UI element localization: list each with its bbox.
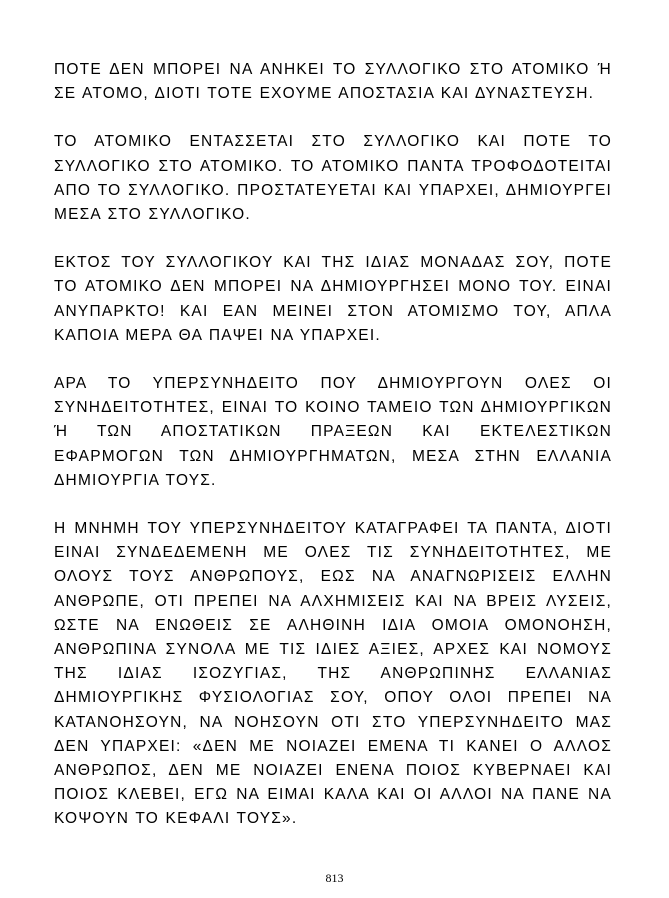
paragraph: ΤΟ ΑΤΟΜΙΚΟ ΕΝΤΑΣΣΕΤΑΙ ΣΤΟ ΣΥΛΛΟΓΙΚΟ ΚΑΙ ΠΟΤΕ ΤΟ ΣΥΛΛΟΓΙΚΟ ΣΤΟ ΑΤΟΜΙΚΟ. ΤΟ ΑΤΟΜΙΚΟ ΠΑΝΤΑ ΤΡΟΦΟΔΟΤΕΙΤΑΙ ΑΠΟ ΤΟ ΣΥΛΛΟΓΙΚΟ. ΠΡΟΣΤΑΤΕΥΕΤΑΙ ΚΑΙ ΥΠΑΡΧΕΙ, ΔΗΜΙΟΥΡΓΕΙ ΜΕΣΑ ΣΤΟ ΣΥΛΛΟΓΙΚΟ. <box>54 133 612 224</box>
paragraph: ΕΚΤΟΣ ΤΟΥ ΣΥΛΛΟΓΙΚΟΥ ΚΑΙ ΤΗΣ ΙΔΙΑΣ ΜΟΝΑΔΑΣ ΣΟΥ, ΠΟΤΕ ΤΟ ΑΤΟΜΙΚΟ ΔΕΝ ΜΠΟΡΕΙ ΝΑ ΔΗΜΙΟΥΡΓΗΣΕΙ ΜΟΝΟ ΤΟΥ. ΕΙΝΑΙ ΑΝΥΠΑΡΚΤΟ! ΚΑΙ ΕΑΝ ΜΕΙΝΕΙ ΣΤΟΝ ΑΤΟΜΙΣΜΟ ΤΟΥ, ΑΠΛΑ ΚΑΠΟΙΑ ΜΕΡΑ ΘΑ ΠΑΨΕΙ ΝΑ ΥΠΑΡΧΕΙ. <box>54 254 612 344</box>
paragraph: ΠΟΤΕ ΔΕΝ ΜΠΟΡΕΙ ΝΑ ΑΝΗΚΕΙ ΤΟ ΣΥΛΛΟΓΙΚΟ ΣΤΟ ΑΤΟΜΙΚΟ Ή ΣΕ ΑΤΟΜΟ, ΔΙΟΤΙ ΤΟΤΕ ΕΧΟΥΜΕ ΑΠΟΣΤΑΣΙΑ ΚΑΙ ΔΥΝΑΣΤΕΥΣΗ. <box>54 61 612 103</box>
paragraph: Η ΜΝΗΜΗ ΤΟΥ ΥΠΕΡΣΥΝΗΔΕΙΤΟΥ ΚΑΤΑΓΡΑΦΕΙ ΤΑ ΠΑΝΤΑ, ΔΙΟΤΙ ΕΙΝΑΙ ΣΥΝΔΕΔΕΜΕΝΗ ΜΕ ΟΛΕΣ ΤΙΣ ΣΥΝΗΔΕΙΤΟΤΗΤΕΣ, ΜΕ ΟΛΟΥΣ ΤΟΥΣ ΑΝΘΡΩΠΟΥΣ, ΕΩΣ ΝΑ ΑΝΑΓΝΩΡΙΣΕΙΣ ΕΛΛΗΝ ΑΝΘΡΩΠΕ, ΟΤΙ ΠΡΕΠΕΙ ΝΑ ΑΛΧΗΜΙΣΕΙΣ ΚΑΙ ΝΑ ΒΡΕΙΣ ΛΥΣΕΙΣ, ΩΣΤΕ ΝΑ ΕΝΩΘΕΙΣ ΣΕ ΑΛΗΘΙΝΗ ΙΔΙΑ ΟΜΟΙΑ ΟΜΟΝΟΗΣΗ, ΑΝΘΡΩΠΙΝΑ ΣΥΝΟΛΑ ΜΕ ΤΙΣ ΙΔΙΕΣ ΑΞΙΕΣ, ΑΡΧΕΣ ΚΑΙ ΝΟΜΟΥΣ ΤΗΣ ΙΔΙΑΣ ΙΣΟΖΥΓΙΑΣ, ΤΗΣ ΑΝΘΡΩΠΙΝΗΣ ΕΛΛΑΝΙΑΣ ΔΗΜΙΟΥΡΓΙΚΗΣ ΦΥΣΙΟΛΟΓΙΑΣ ΣΟΥ, ΟΠΟΥ ΟΛΟΙ ΠΡΕΠΕΙ ΝΑ ΚΑΤΑΝΟΗΣΟΥΝ, ΝΑ ΝΟΗΣΟΥΝ ΟΤΙ ΣΤΟ ΥΠΕΡΣΥΝΗΔΕΙΤΟ ΜΑΣ ΔΕΝ ΥΠΑΡΧΕΙ: «ΔΕΝ ΜΕ ΝΟΙΑΖΕΙ ΕΜΕΝΑ ΤΙ ΚΑΝΕΙ Ο ΑΛΛΟΣ ΑΝΘΡΩΠΟΣ, ΔΕΝ ΜΕ ΝΟΙΑΖΕΙ ΕΝΕΝΑ ΠΟΙΟΣ ΚΥΒΕΡΝΑΕΙ ΚΑΙ ΠΟΙΟΣ ΚΛΕΒΕΙ, ΕΓΩ ΝΑ ΕΙΜΑΙ ΚΑΛΑ ΚΑΙ ΟΙ ΑΛΛΟΙ ΝΑ ΠΑΝΕ ΝΑ ΚΟΨΟΥΝ ΤΟ ΚΕΦΑΛΙ ΤΟΥΣ». <box>54 520 612 828</box>
page-body <box>54 58 612 856</box>
page-number: 813 <box>325 871 344 885</box>
paragraph: ΑΡΑ ΤΟ ΥΠΕΡΣΥΝΗΔΕΙΤΟ ΠΟΥ ΔΗΜΙΟΥΡΓΟΥΝ ΟΛΕΣ ΟΙ ΣΥΝΗΔΕΙΤΟΤΗΤΕΣ, ΕΙΝΑΙ ΤΟ ΚΟΙΝΟ ΤΑΜΕΙΟ ΤΩΝ ΔΗΜΙΟΥΡΓΙΚΩΝ Ή ΤΩΝ ΑΠΟΣΤΑΤΙΚΩΝ ΠΡΑΞΕΩΝ ΚΑΙ ΕΚΤΕΛΕΣΤΙΚΩΝ ΕΦΑΡΜΟΓΩΝ ΤΩΝ ΔΗΜΙΟΥΡΓΗΜΑΤΩΝ, ΜΕΣΑ ΣΤΗΝ ΕΛΛΑΝΙΑ ΔΗΜΙΟΥΡΓΙΑ ΤΟΥΣ. <box>54 375 612 489</box>
